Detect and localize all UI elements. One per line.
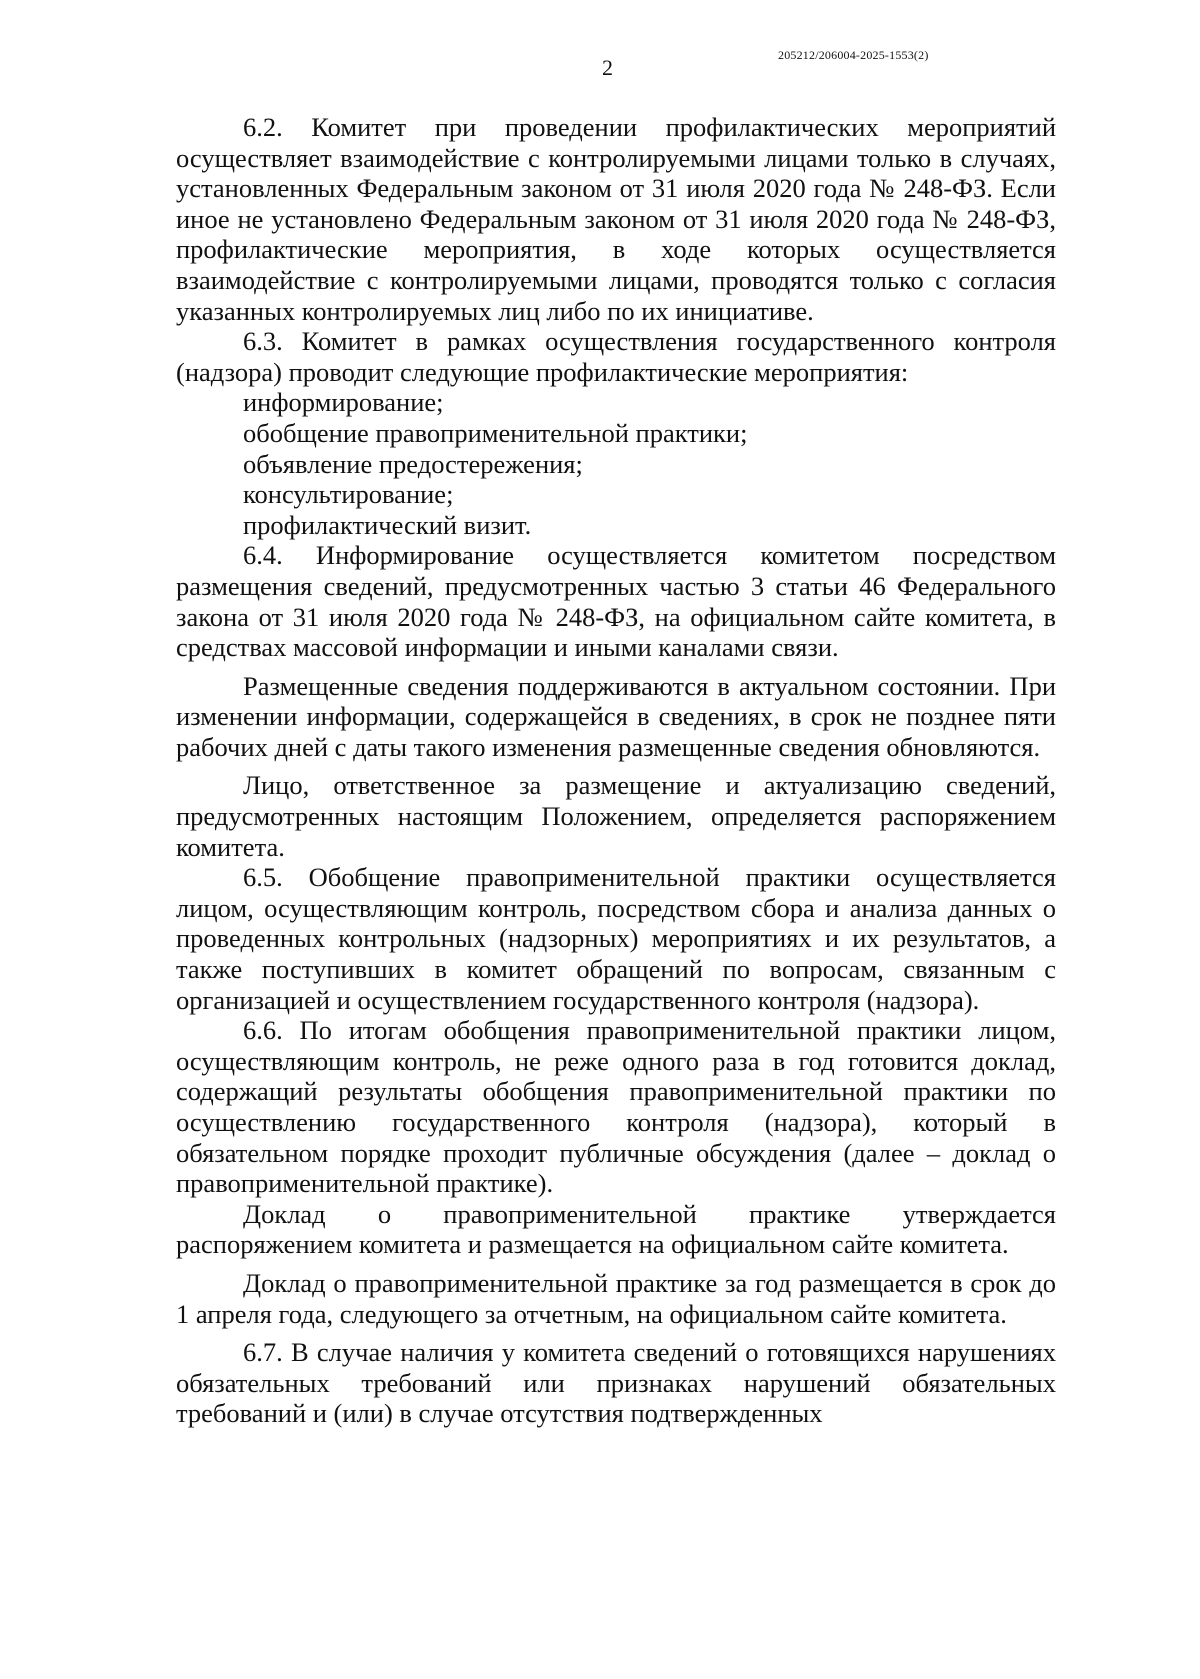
measures-list	[176, 387, 1056, 540]
paragraph-6-4: 6.4. Информирование осуществляется комитетом посредством размещения сведений, предусмотренных частью 3 статьи 46 Федерального закона от 31 июля 2020 года № 248-ФЗ, на официальном сайте комитета, в средствах массовой информации и иными каналами связи.	[176, 540, 1056, 663]
list-item: информирование;	[243, 387, 444, 418]
page-number: 2	[602, 55, 613, 80]
paragraph-6-6-c: Доклад о правоприменительной практике за год размещается в срок до 1 апреля года, следующего за отчетным, на официальном сайте комитета.	[176, 1267, 1056, 1329]
paragraph-6-2: 6.2. Комитет при проведении профилактических мероприятий осуществляет взаимодействие с контролируемыми лицами только в случаях, установленных Федеральным законом от 31 июля 2020 года № 248-ФЗ. Если иное не установлено Федеральным законом от 31 июля 2020 года № 248-ФЗ, профилактические мероприятия, в ходе которых осуществляется взаимодействие с контролируемыми лицами, проводятся только с согласия указанных контролируемых лиц либо по их инициативе.	[176, 112, 1056, 326]
list-item: обобщение правоприменительной практики;	[243, 417, 748, 448]
paragraph-6-4-b: Размещенные сведения поддерживаются в актуальном состоянии. При изменении информации, содержащейся в сведениях, в срок не позднее пяти рабочих дней с даты такого изменения размещенные сведения обновляются.	[176, 670, 1056, 762]
paragraph-6-7: 6.7. В случае наличия у комитета сведений о готовящихся нарушениях обязательных требований или признаках нарушений обязательных требований и (или) в случае отсутствия подтвержденных	[176, 1337, 1056, 1429]
list-item: профилактический визит.	[243, 509, 532, 540]
list-item: консультирование;	[243, 479, 454, 510]
paragraph-6-3: 6.3. Комитет в рамках осуществления государственного контроля (надзора) проводит следующие профилактические мероприятия:	[176, 326, 1056, 387]
list-item: объявление предостережения;	[243, 448, 583, 479]
paragraph-6-6: 6.6. По итогам обобщения правоприменительной практики лицом, осуществляющим контроль, не реже одного раза в год готовится доклад, содержащий результаты обобщения правоприменительной практики по осуществлению государственного контроля (надзора), который в обязательном порядке проходит публичные обсуждения (далее – доклад о правоприменительной практике).	[176, 1015, 1056, 1199]
paragraph-6-4-c: Лицо, ответственное за размещение и актуализацию сведений, предусмотренных настоящим Положением, определяется распоряжением комитета.	[176, 770, 1056, 862]
paragraph-6-6-b: Доклад о правоприменительной практике утверждается распоряжением комитета и размещается на официальном сайте комитета.	[176, 1198, 1056, 1260]
paragraph-6-5: 6.5. Обобщение правоприменительной практики осуществляется лицом, осуществляющим контроль, посредством сбора и анализа данных о проведенных контрольных (надзорных) мероприятиях и их результатов, а также поступивших в комитет обращений по вопросам, связанным с организацией и осуществлением государственного контроля (надзора).	[176, 862, 1056, 1015]
document-body	[176, 112, 1056, 1429]
document-code: 205212/206004-2025-1553(2)	[778, 48, 929, 62]
